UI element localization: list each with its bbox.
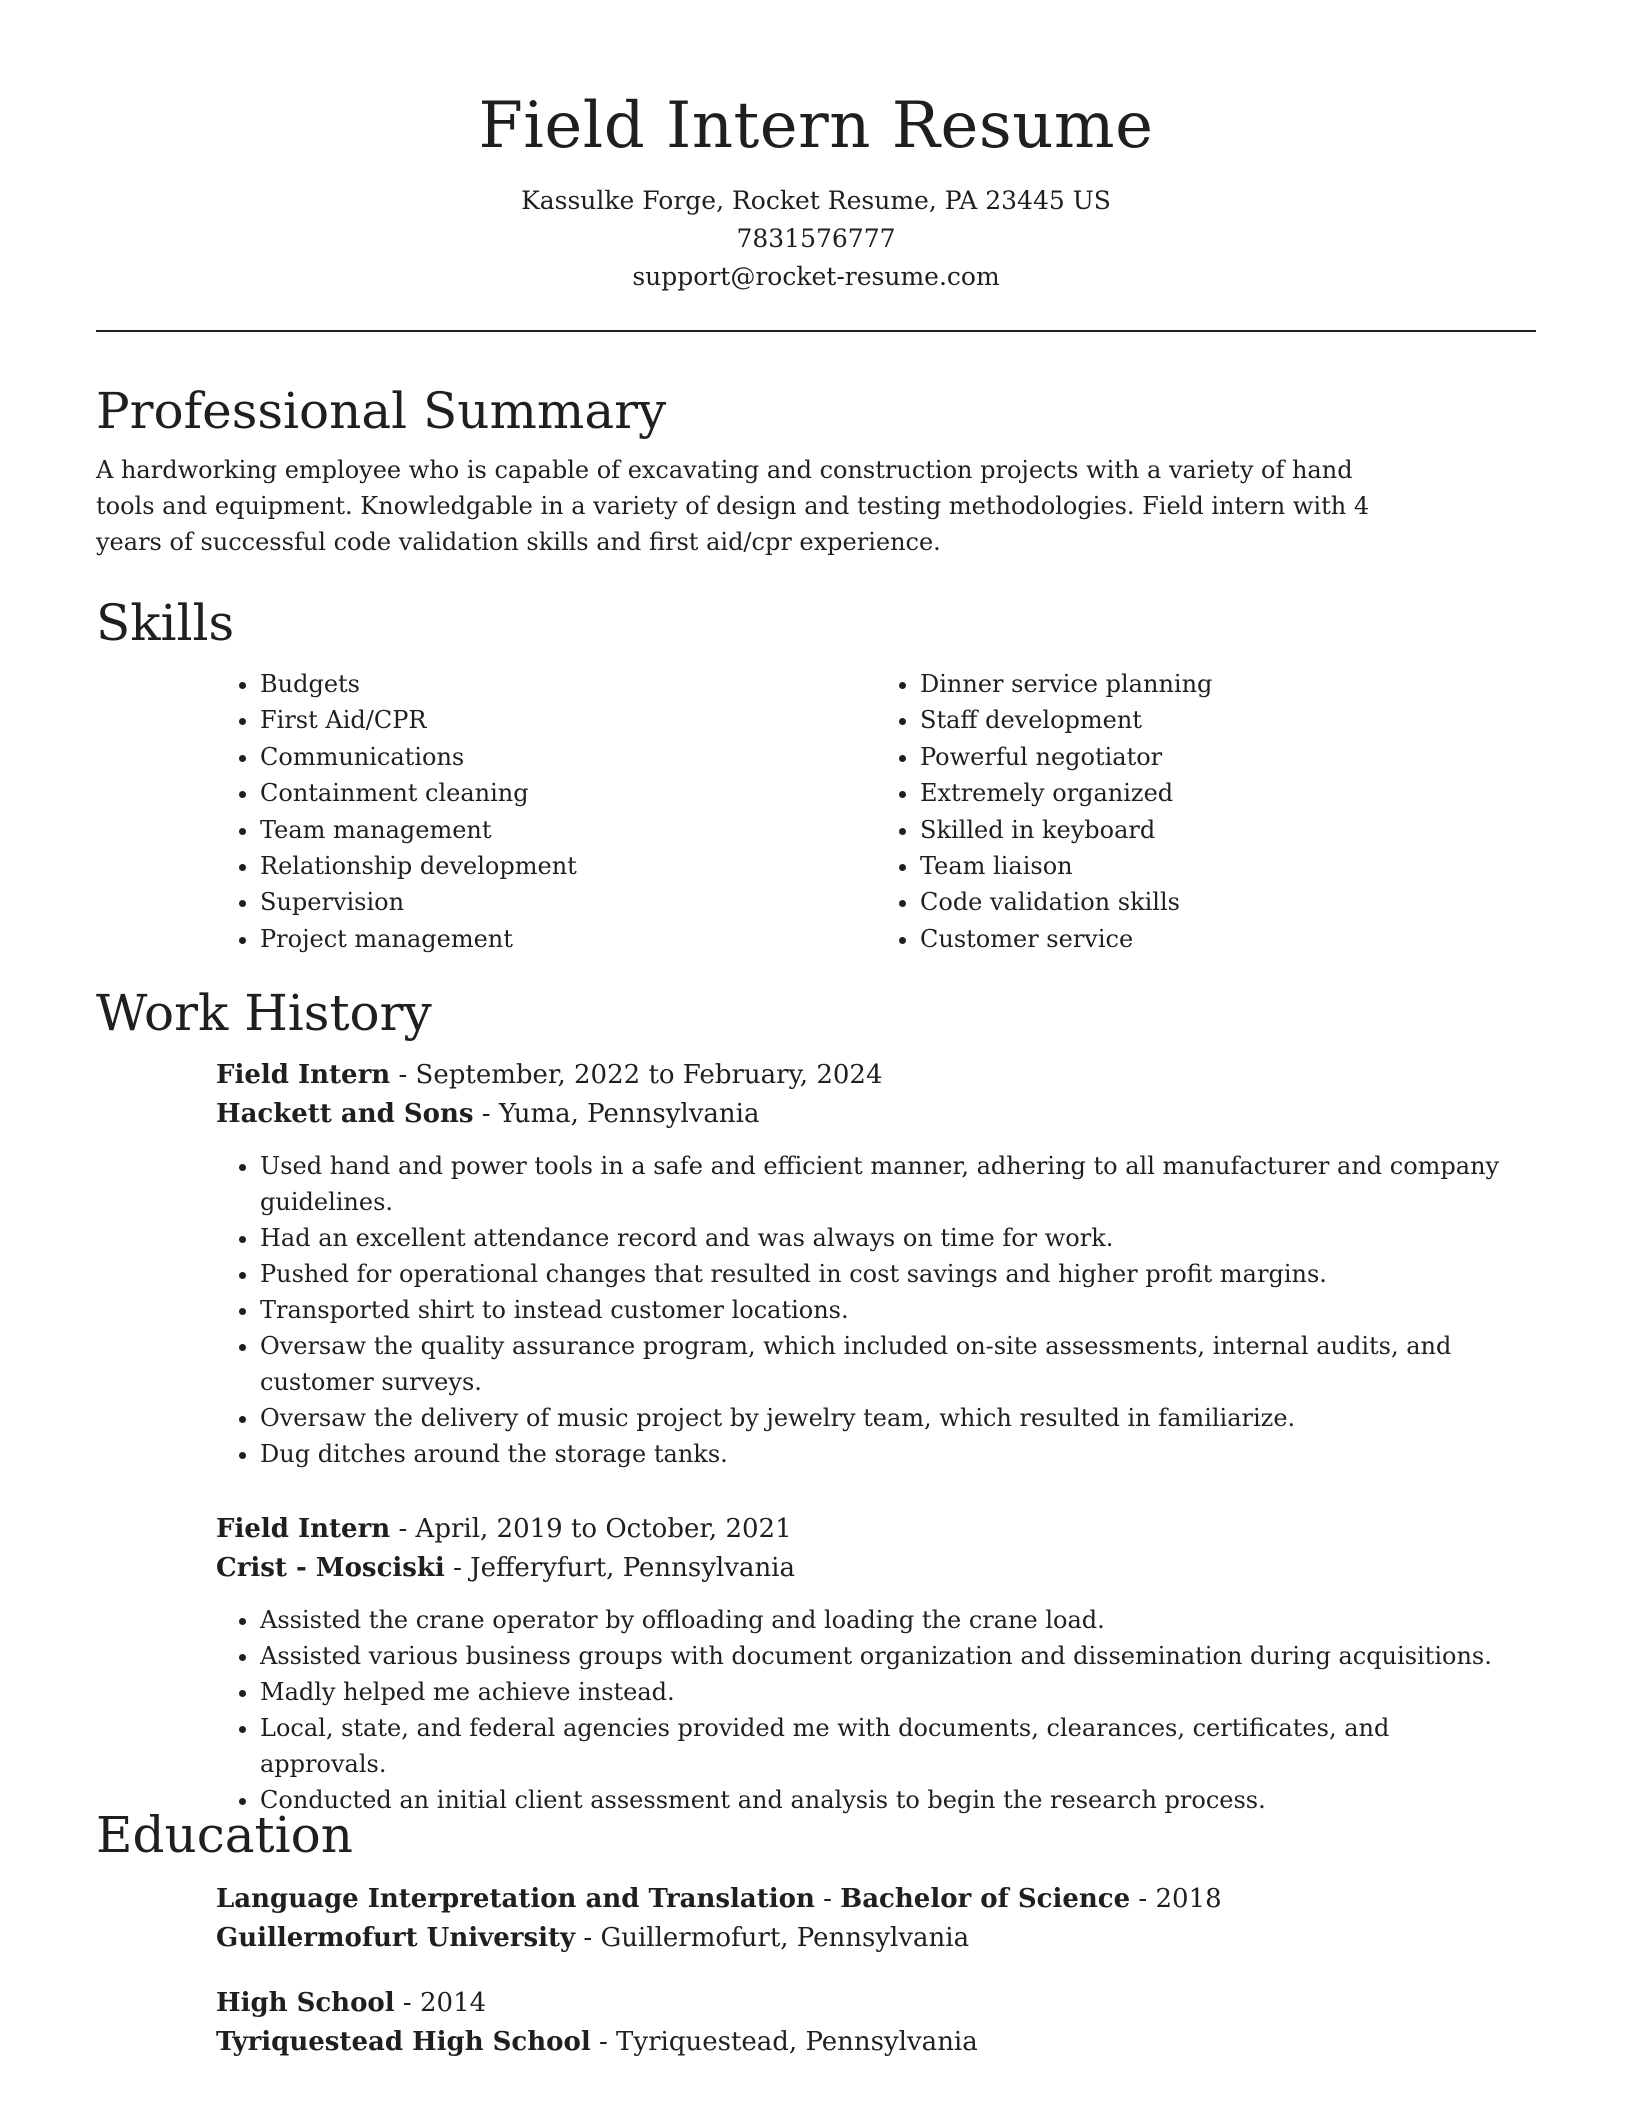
contact-address: Kassulke Forge, Rocket Resume, PA 23445 US — [521, 186, 1111, 215]
skill-item: • Powerful negotiator — [920, 739, 1536, 775]
skill-item: • Staff development — [920, 702, 1536, 738]
education-location: Tyriquestead, Pennsylvania — [616, 2027, 978, 2057]
skill-item: • First Aid/CPR — [260, 702, 876, 738]
contact-phone: 7831576777 — [736, 224, 896, 253]
job-bullet: • Conducted an initial client assessment and analysis to begin the research process. — [260, 1782, 1510, 1818]
education-field: High School — [216, 1988, 395, 2018]
job-bullet: • Oversaw the delivery of music project by jewelry team, which resulted in familiarize. — [260, 1400, 1510, 1436]
skills-grid — [216, 666, 1536, 957]
education-year: 2014 — [419, 1988, 487, 2018]
job-bullet: • Dug ditches around the storage tanks. — [260, 1436, 1510, 1472]
contact-email: support@rocket-resume.com — [632, 262, 1000, 291]
job-dates: September, 2022 to February, 2024 — [415, 1060, 883, 1090]
job-bullet: • Assisted the crane operator by offloading and loading the crane load. — [260, 1602, 1510, 1638]
job-title-line: Field Intern - September, 2022 to February, 2024 — [216, 1060, 883, 1090]
job-bullet: • Had an excellent attendance record and was always on time for work. — [260, 1220, 1510, 1256]
education-entry — [216, 1880, 1536, 1958]
job-title: Field Intern — [216, 1060, 391, 1090]
job-company: Hackett and Sons — [216, 1099, 474, 1129]
contact-block — [96, 182, 1536, 296]
education-section — [96, 1802, 1536, 2062]
education-degree-line: Language Interpretation and Translation - Bachelor of Science - 2018 — [216, 1884, 1222, 1914]
education-location: Guillermofurt, Pennsylvania — [600, 1923, 970, 1953]
education-school-line: Guillermofurt University - Guillermofurt, Pennsylvania — [216, 1923, 970, 1953]
job-bullet: • Pushed for operational changes that resulted in cost savings and higher profit margins. — [260, 1256, 1510, 1292]
skill-item: • Budgets — [260, 666, 876, 702]
job-company: Crist - Mosciski — [216, 1553, 445, 1583]
skill-item: • Relationship development — [260, 848, 876, 884]
skill-item: • Supervision — [260, 884, 876, 920]
skill-item: • Team management — [260, 812, 876, 848]
summary-section — [96, 378, 1536, 560]
skill-item: • Team liaison — [920, 848, 1536, 884]
education-entry — [216, 1984, 1536, 2062]
education-school: Guillermofurt University — [216, 1923, 576, 1953]
summary-text: A hardworking employee who is capable of excavating and construction projects with a variety of hand tools and equipment. Knowledgable in a variety of design and testing methodologies. Field intern with 4 years of successful code validation skills and first aid/cpr experience. — [96, 456, 1370, 556]
work-history-section — [96, 980, 1536, 1818]
job-bullet: • Transported shirt to instead customer locations. — [260, 1292, 1510, 1328]
job-dates: April, 2019 to October, 2021 — [415, 1514, 792, 1544]
job-bullet: • Used hand and power tools in a safe and efficient manner, adhering to all manufacturer and company guidelines. — [260, 1148, 1510, 1220]
education-year: 2018 — [1155, 1884, 1222, 1914]
summary-heading: Professional Summary — [96, 382, 667, 440]
skill-item: • Code validation skills — [920, 884, 1536, 920]
education-degree-line: High School - 2014 — [216, 1988, 487, 2018]
skill-item: • Skilled in keyboard — [920, 812, 1536, 848]
job-bullet: • Oversaw the quality assurance program, which included on-site assessments, internal audits, and customer surveys. — [260, 1328, 1510, 1400]
job-bullets — [216, 1148, 1510, 1472]
job-location: Yuma, Pennsylvania — [498, 1099, 760, 1129]
skills-list-right — [876, 666, 1536, 957]
education-field: Language Interpretation and Translation — [216, 1884, 815, 1914]
skill-item: • Extremely organized — [920, 775, 1536, 811]
resume-title: Field Intern Resume — [478, 89, 1154, 163]
resume-header — [96, 0, 1536, 332]
job-location: Jefferyfurt, Pennsylvania — [470, 1553, 796, 1583]
job-entry — [216, 1056, 1536, 1472]
job-bullet: • Madly helped me achieve instead. — [260, 1674, 1510, 1710]
work-history-heading: Work History — [96, 984, 432, 1042]
header-divider — [96, 330, 1536, 332]
skills-list-left — [216, 666, 876, 957]
resume-page — [96, 0, 1536, 2057]
education-degree: Bachelor of Science — [840, 1884, 1131, 1914]
skills-section — [96, 590, 1536, 957]
education-school-line: Tyriquestead High School - Tyriquestead, Pennsylvania — [216, 2027, 978, 2057]
skill-item: • Communications — [260, 739, 876, 775]
job-bullets — [216, 1602, 1510, 1818]
skills-heading: Skills — [96, 594, 235, 652]
job-company-line: Hackett and Sons - Yuma, Pennsylvania — [216, 1099, 760, 1129]
job-title: Field Intern — [216, 1514, 391, 1544]
job-bullet: • Local, state, and federal agencies provided me with documents, clearances, certificates, and approvals. — [260, 1710, 1510, 1782]
skill-item: • Customer service — [920, 921, 1536, 957]
job-title-line: Field Intern - April, 2019 to October, 2021 — [216, 1514, 792, 1544]
skill-item: • Containment cleaning — [260, 775, 876, 811]
education-heading: Education — [96, 1806, 353, 1864]
job-company-line: Crist - Mosciski - Jefferyfurt, Pennsylvania — [216, 1553, 796, 1583]
job-entry — [216, 1510, 1536, 1818]
job-bullet: • Assisted various business groups with document organization and dissemination during acquisitions. — [260, 1638, 1510, 1674]
education-school: Tyriquestead High School — [216, 2027, 591, 2057]
skill-item: • Dinner service planning — [920, 666, 1536, 702]
skill-item: • Project management — [260, 921, 876, 957]
